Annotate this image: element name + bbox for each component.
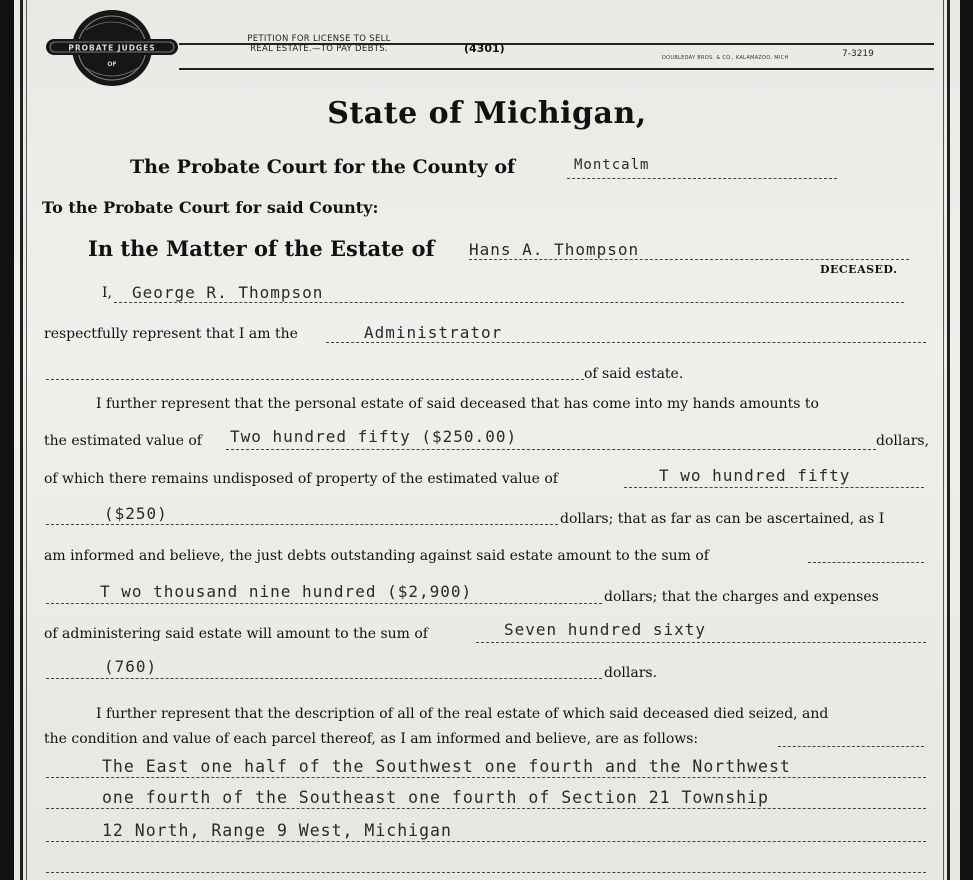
charges-value-line [476,642,926,643]
para1-line4-post: dollars; that as far as can be ascertained, as I [560,511,885,527]
personal-estate-value: Two hundred fifty ($250.00) [230,427,518,446]
description-line-2 [46,808,926,809]
charges-cont-line [46,678,602,679]
printer-imprint: DOUBLEDAY BROS. & CO., KALAMAZOO, MICH [662,55,789,61]
real-estate-description-3: 12 North, Range 9 West, Michigan [102,821,452,840]
description-line-3 [46,841,926,842]
personal-value-line [226,449,876,450]
description-line-start [778,746,924,747]
petition-document [14,0,960,880]
form-title-line2: REAL ESTATE.—TO PAY DEBTS. [250,44,388,54]
role-value: Administrator [364,323,503,342]
petitioner-line [114,302,904,303]
right-border-rule [947,0,950,880]
para1-line3-pre: of which there remains undisposed of property of the estimated value of [44,471,558,487]
court-label: The Probate Court for the County of [130,156,516,178]
svg-text:OF: OF [107,61,117,68]
undisposed-value-line [624,487,924,488]
deceased-line [469,259,909,260]
para1-line6-post: dollars; that the charges and expenses [604,589,879,605]
para1-line7-pre: of administering said estate will amount to the sum of [44,626,428,642]
role-continuation-line [46,379,584,380]
para1-line2-pre: the estimated value of [44,433,202,449]
header-rule-bottom [179,68,934,70]
para2-line2: the condition and value of each parcel thereof, as I am informed and believe, are as follows: [44,731,699,747]
represent-text: respectfully represent that I am the [44,326,298,342]
left-border-rule-inner [26,0,27,880]
undisposed-value-words: T wo hundred fifty [659,466,851,485]
para1-line2-post: dollars, [876,433,930,449]
deceased-name: Hans A. Thompson [469,240,640,259]
form-title-line1: PETITION FOR LICENSE TO SELL [247,34,391,44]
left-border-rule [20,0,23,880]
matter-label: In the Matter of the Estate of [88,236,435,261]
document-title: State of Michigan, [327,96,647,131]
form-title [194,34,444,54]
charges-value-number: (760) [104,657,158,676]
undisposed-cont-line [46,524,558,525]
para1-line8-post: dollars. [604,665,658,681]
description-line-1 [46,777,926,778]
petitioner-name: George R. Thompson [132,283,324,302]
real-estate-description-1: The East one half of the Southwest one fourth and the Northwest [102,757,791,776]
debts-value-line [46,603,602,604]
svg-text:PROBATE JUDGES: PROBATE JUDGES [68,43,156,53]
description-line-4 [46,872,926,873]
debts-value: T wo thousand nine hundred ($2,900) [100,582,473,601]
charges-value-words: Seven hundred sixty [504,620,707,639]
para2-line1: I further represent that the description of all of the real estate of which said deceased died seized, and [96,706,829,722]
right-border-rule-inner [943,0,944,880]
county-value: Montcalm [574,157,650,173]
role-line [326,342,926,343]
para1-line1: I further represent that the personal estate of said deceased that has come into my hands amounts to [96,396,819,412]
undisposed-value-number: ($250) [104,504,168,523]
of-estate-text: of said estate. [584,366,684,382]
probate-judges-seal-logo [46,8,178,88]
print-code: 7-3219 [842,49,874,59]
debts-line-start [808,562,924,563]
para1-line5: am informed and believe, the just debts outstanding against said estate amount to the sum of [44,548,709,564]
deceased-label: DECEASED. [820,263,898,276]
to-court-heading: To the Probate Court for said County: [42,198,379,217]
petitioner-prefix: I, [102,285,112,301]
real-estate-description-2: one fourth of the Southeast one fourth of Section 21 Township [102,788,769,807]
form-number: (4301) [464,42,505,55]
county-line [567,178,837,179]
